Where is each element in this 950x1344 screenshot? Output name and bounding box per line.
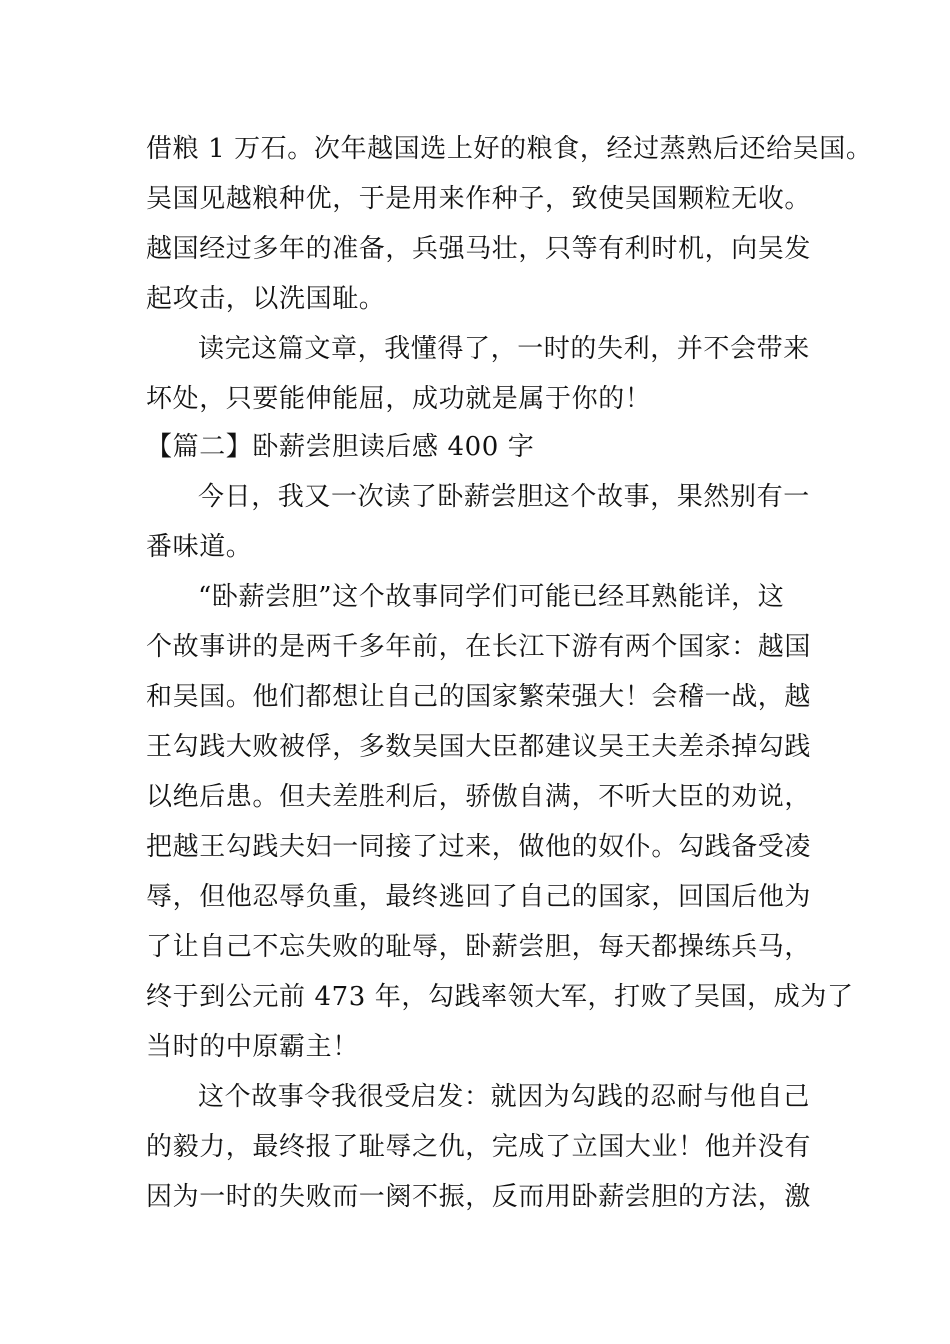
text-line: 和吴国。他们都想让自己的国家繁荣强大！会稽一战，越: [146, 682, 812, 712]
paragraph-first-line: 这个故事令我很受启发：就因为勾践的忍耐与他自己: [198, 1082, 810, 1112]
text-line: 终于到公元前 473 年，勾践率领大军，打败了吴国，成为了: [146, 982, 854, 1012]
text-line: 起攻击，以洗国耻。: [146, 284, 386, 314]
text-line: 以绝后患。但夫差胜利后，骄傲自满，不听大臣的劝说，: [146, 782, 812, 812]
text-line: 个故事讲的是两千多年前，在长江下游有两个国家：越国: [146, 632, 812, 662]
section-heading: 【篇二】卧薪尝胆读后感 400 字: [146, 432, 535, 462]
paragraph-first-line: 读完这篇文章，我懂得了，一时的失利，并不会带来: [198, 334, 810, 364]
text-line: 当时的中原霸主！: [146, 1032, 359, 1062]
text-line: 王勾践大败被俘，多数吴国大臣都建议吴王夫差杀掉勾践: [146, 732, 812, 762]
paragraph-first-line: “卧薪尝胆”这个故事同学们可能已经耳熟能详，这: [198, 582, 785, 612]
text-line: 借粮 1 万石。次年越国选上好的粮食，经过蒸熟后还给吴国。: [146, 134, 873, 164]
text-line: 番味道。: [146, 532, 253, 562]
text-line: 的毅力，最终报了耻辱之仇，完成了立国大业！他并没有: [146, 1132, 812, 1162]
text-line: 坏处，只要能伸能屈，成功就是属于你的！: [146, 384, 652, 414]
text-line: 把越王勾践夫妇一同接了过来，做他的奴仆。勾践备受凌: [146, 832, 812, 862]
text-line: 辱，但他忍辱负重，最终逃回了自己的国家，回国后他为: [146, 882, 812, 912]
paragraph-first-line: 今日，我又一次读了卧薪尝胆这个故事，果然别有一: [198, 482, 810, 512]
text-line: 吴国见越粮种优，于是用来作种子，致使吴国颗粒无收。: [146, 184, 812, 214]
text-line: 越国经过多年的准备，兵强马壮，只等有利时机，向吴发: [146, 234, 812, 264]
text-line: 了让自己不忘失败的耻辱，卧薪尝胆，每天都操练兵马，: [146, 932, 812, 962]
text-line: 因为一时的失败而一阕不振，反而用卧薪尝胆的方法，激: [146, 1182, 812, 1212]
